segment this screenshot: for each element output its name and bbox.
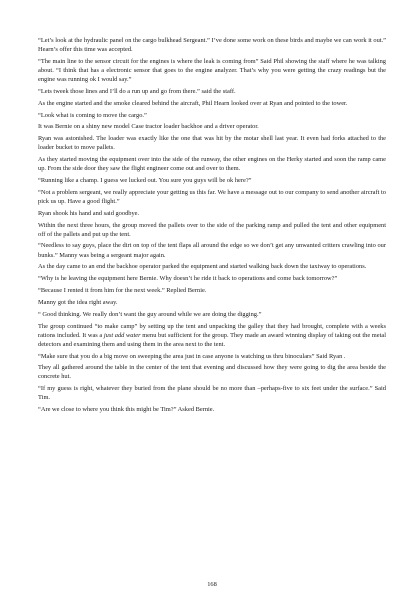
paragraph-16: “Because I rented it from him for the next week.” Replied Bernie. [38,287,207,295]
paragraph-11: Ryan shook his hand and said goodbye. [38,209,140,217]
paragraph-17: Manny got the idea right away. [38,298,118,306]
paragraph-19-italic-phrase: just add water [103,331,141,339]
paragraph-20: “Make sure that you do a big move on sweeping the area just in case anyone is watching us thru binoculars” Said Ryan . [38,352,346,360]
paragraph-23: “Are we close to where you think this might be Tim?” Asked Bernie. [38,406,215,414]
paragraph-12: Within the next three hours, the group moved the pallets over to the side of the parking ramp and pulled the tent and other equipment off of the pallets and put up the tent. [38,221,386,238]
paragraph-19 [38,322,386,349]
paragraph-2: “The main line to the sensor circuit for the engines is where the leak is coming from” Said Phil showing the staff where he was talking about. “I think that has a electronic sensor that goes to the engine analyzer. That’s why you were getting the crazy readings but the engine was running ok I would say.” [38,57,386,83]
paragraph-21: They all gathered around the table in the center of the tent that evening and discussed how they were going to dig the area beside the concrete hut. [38,364,386,381]
paragraph-14: As the day came to an end the backhoe operator parked the equipment and started walking back down the taxiway to operations. [38,263,367,271]
page-number: 168 [207,581,217,588]
paragraph-1: “Let’s look at the hydraulic panel on the cargo bulkhead Sergeant.” I’ve done some work on these birds and maybe we can work it out.” Hearn’s offer this time was accepted. [38,37,386,54]
paragraph-5: “Look what is coming to move the cargo.” [38,111,147,119]
paragraph-19-text-after: menu but sufficient for the group. They made an award winning display of taking out the metal detectors and examining them and using them in the area next to the tent. [38,331,386,348]
paragraph-18: “ Good thinking. We really don’t want the guy around while we are doing the digging.” [38,310,262,318]
paragraph-7: Ryan was astonished. The loader was exactly like the one that was hit by the motar shell last year. It even had forks attached to the loader bucket to move pallets. [38,135,386,152]
paragraph-22: “If my guess is right, whatever they buried from the plane should be no more than –perhaps-five to six feet under the surface.” Said Tim. [38,385,386,402]
paragraph-3: “Lets tweek those lines and I’ll do a run up and go from there.” said the staff. [38,87,236,95]
paragraph-6: It was Bernie on a shiny new model Case tractor loader backhoe and a driver operator. [38,123,259,131]
paragraph-19-text-before: The group continued “to make camp” by setting up the tent and unpacking the galley that they had brought, complete with a weeks rations included. It was a [38,322,386,339]
paragraph-9: “Running like a champ. I guess we lucked out. You sure you guys will be ok here?” [38,176,252,184]
paragraph-10: “Not a problem sergeant, we really appreciate your getting us this far. We have a message out to our company to send another aircraft to pick us up. Have a good flight.” [38,188,386,205]
paragraph-4: As the engine started and the smoke cleared behind the aircraft, Phil Hearn looked over at Ryan and pointed to the tower. [38,99,348,107]
document-page [38,36,386,588]
paragraph-13: “Needless to say guys, place the dirt on top of the tent flaps all around the edge so we don’t get any unwanted critters crawling into our bunks.” Manny was being a sergeant major again. [38,242,386,259]
paragraph-15: “Why is he leaving the equipment here Bernie. Why doesn’t he ride it back to operations and come back tomorrow?” [38,275,338,283]
paragraph-8: As they started moving the equipment over into the side of the runway, the other engines on the Herky started and soon the ramp came up. From the side door they saw the flight engineer come out and over to them. [38,156,386,173]
